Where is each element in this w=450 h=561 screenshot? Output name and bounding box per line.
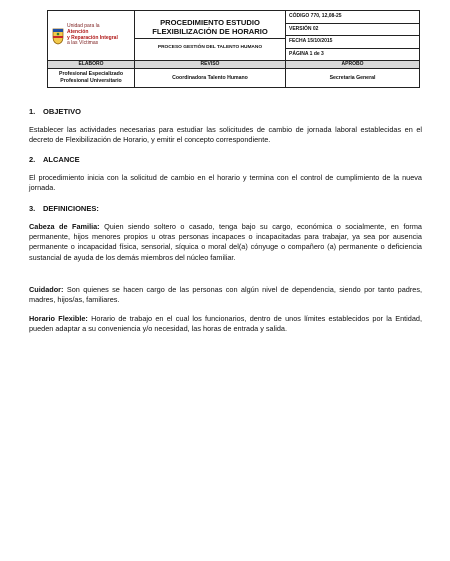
section-title: ALCANCE bbox=[43, 155, 80, 164]
document-title-line-1: PROCEDIMIENTO ESTUDIO bbox=[160, 18, 260, 27]
definition-cuidador bbox=[29, 285, 422, 305]
elaboro-line-1: Profesional Especializado bbox=[58, 71, 123, 77]
section-heading-objetivo bbox=[29, 107, 81, 116]
process-name: PROCESO GESTIÓN DEL TALENTO HUMANO bbox=[157, 45, 263, 50]
colombia-coat-of-arms-icon bbox=[51, 27, 65, 45]
entity-logo-text bbox=[67, 24, 118, 46]
logo-line-2: Atención bbox=[67, 28, 89, 35]
definition-cabeza-de-familia bbox=[29, 222, 422, 263]
aprobo-value: Secretaria General bbox=[286, 69, 420, 88]
elaboro-line-2: Profesional Universitario bbox=[60, 78, 122, 84]
logo-line-3: y Reparación Integral bbox=[67, 34, 118, 41]
logo-cell bbox=[48, 11, 135, 61]
definition-text: Son quienes se hacen cargo de las personas con algún nivel de dependencia, siendo por tanto padres, madres, hijos/as, familiares. bbox=[29, 285, 422, 305]
alcance-text: El procedimiento inicia con la solicitud de cambio en el horario y termina con el control de cumplimiento de la nueva jornada. bbox=[29, 173, 422, 193]
definition-horario-flexible bbox=[29, 314, 422, 334]
objetivo-text: Establecer las actividades necesarias para estudiar las solicitudes de cambio de jornada laboral establecidas en el decreto de Flexibilización de Horario, y emitir el concepto correspondiente. bbox=[29, 125, 422, 145]
document-date: FECHA 15/10/2015 bbox=[286, 36, 419, 49]
reviso-value: Coordinadora Talento Humano bbox=[135, 69, 286, 88]
logo-line-1: Unidad para la bbox=[67, 23, 100, 30]
reviso-label: REVISÓ bbox=[135, 61, 286, 69]
document-version: VERSIÓN 02 bbox=[286, 24, 419, 37]
section-number: 3. bbox=[29, 204, 36, 213]
definition-term: Cuidador: bbox=[29, 285, 64, 294]
elaboro-value bbox=[48, 69, 135, 88]
logo-line-4: a las Víctimas bbox=[67, 40, 99, 47]
definition-term: Horario Flexible: bbox=[29, 314, 88, 323]
elaboro-label: ELABORÓ bbox=[48, 61, 135, 69]
title-cell bbox=[135, 11, 286, 61]
section-heading-alcance bbox=[29, 155, 80, 164]
page-number: PÁGINA 1 de 3 bbox=[289, 50, 324, 57]
document-title-line-2: FLEXIBILIZACIÓN DE HORARIO bbox=[152, 27, 268, 36]
section-title: OBJETIVO bbox=[43, 107, 81, 116]
section-heading-definiciones bbox=[29, 204, 99, 213]
document-code: CÓDIGO 770, 12,08-25 bbox=[286, 11, 419, 24]
section-number: 2. bbox=[29, 155, 36, 164]
document-info-cell bbox=[286, 11, 420, 61]
section-number: 1. bbox=[29, 107, 36, 116]
definition-text: Quien siendo soltero o casado, tenga bajo su cargo, económica o socialmente, en forma permanente, hijos menores propios u otras personas incapaces o incapacitadas para trabajar, ya sea por ausencia permanente o incapacidad física, sensorial, síquica o moral del(a) cónyuge o compañero (a) permanente o deficiencia sustancial de ayuda de los demás miembros del núcleo familiar. bbox=[29, 222, 422, 262]
section-title: DEFINICIONES: bbox=[43, 204, 99, 213]
definition-term: Cabeza de Familia: bbox=[29, 222, 100, 231]
document-header-table bbox=[47, 10, 420, 88]
aprobo-label: APROBÓ bbox=[286, 61, 420, 69]
definition-text: Horario de trabajo en el cual los funcionarios, dentro de unos límites establecidos por la Entidad, pueden adaptar a su conveniencia y/o necesidad, las horas de entrada y salida. bbox=[29, 314, 422, 334]
